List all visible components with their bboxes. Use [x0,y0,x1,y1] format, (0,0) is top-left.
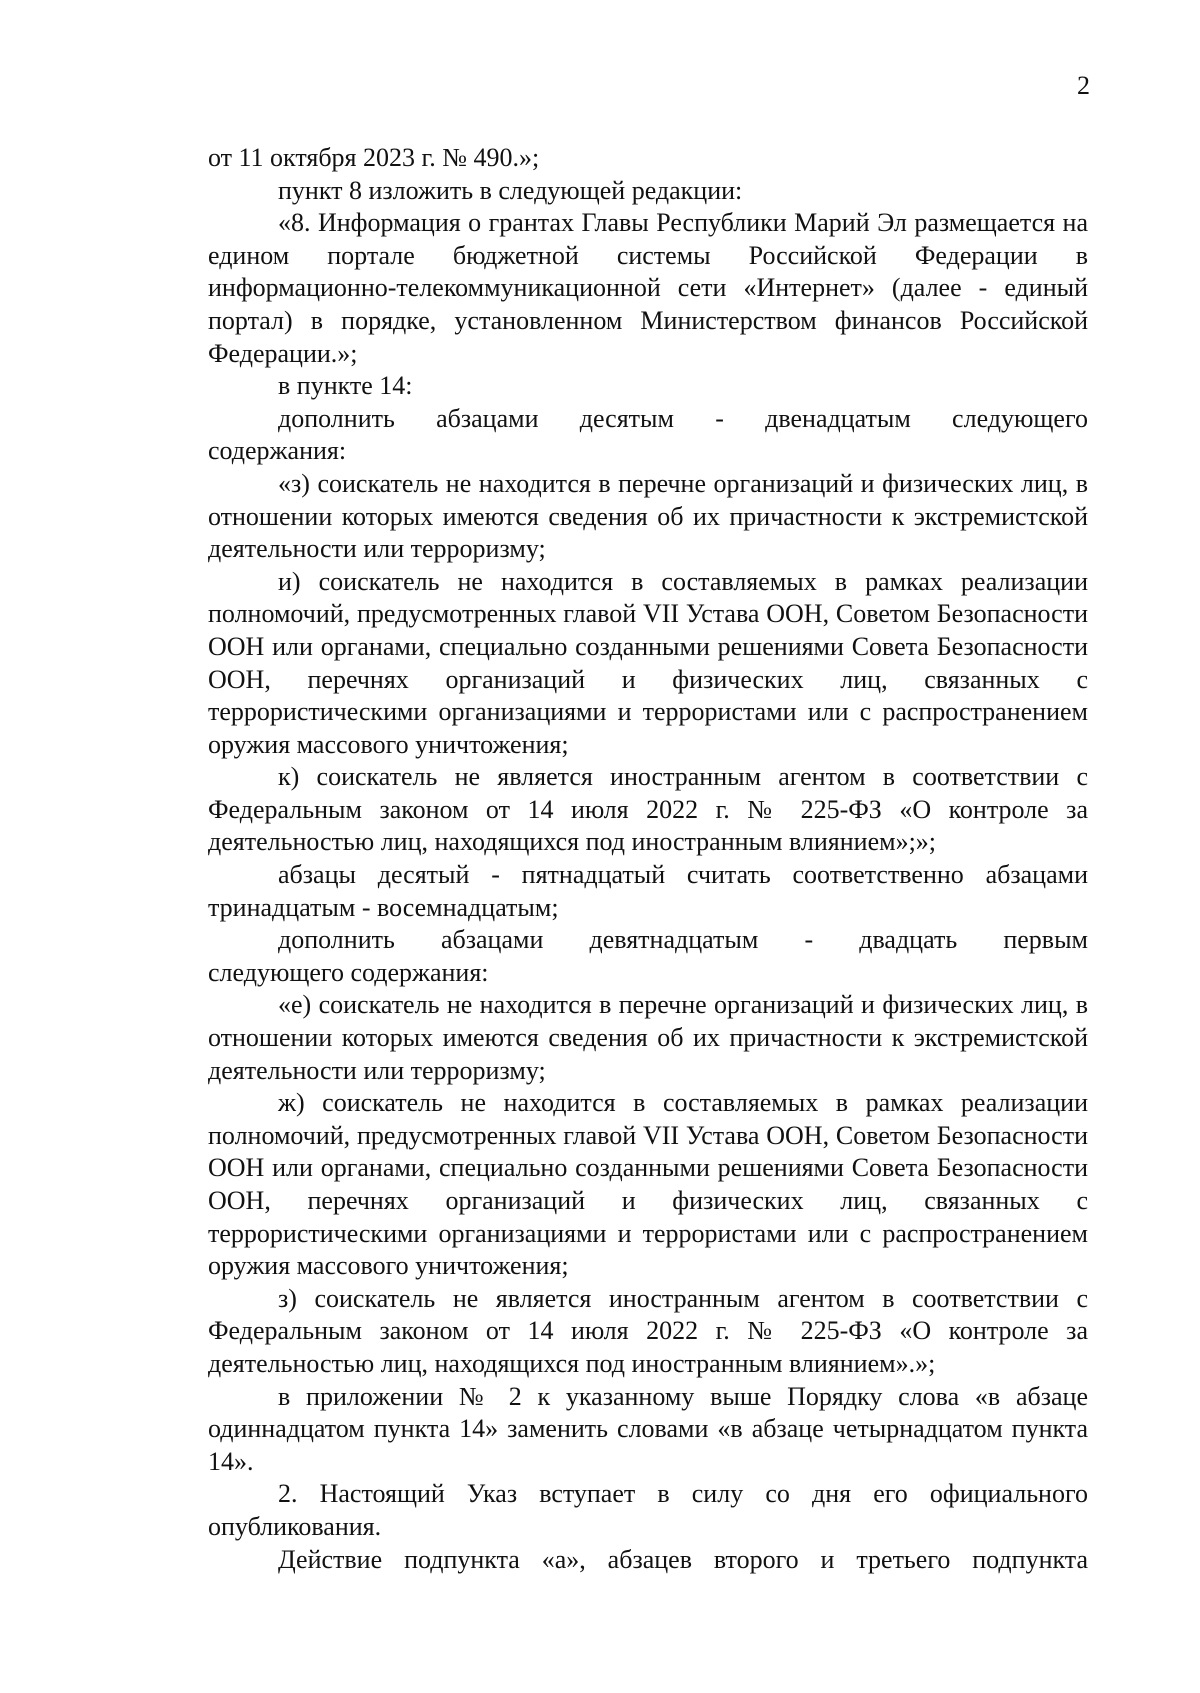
paragraph: в приложении № 2 к указанному выше Порядку слова «в абзаце одиннадцатом пункта 14» заменить словами «в абзаце четырнадцатом пункта 14». [208,1381,1088,1476]
paragraph: в пункте 14: [278,371,413,401]
paragraph: пункт 8 изложить в следующей редакции: [278,175,743,205]
paragraph: дополнить абзацами десятым - двенадцатым следующего [278,403,1088,433]
paragraph: «е) соискатель не находится в перечне организаций и физических лиц, в отношении которых имеются сведения об их причастности к экстремистской деятельности или терроризму; [208,990,1088,1085]
paragraph: з) соискатель не является иностранным агентом в соответствии с Федеральным законом от 14 июля 2022 г. № 225-ФЗ «О контроле за деятельностью лиц, находящихся под иностранным влиянием».»; [208,1283,1088,1378]
paragraph: содержания: [208,436,347,466]
paragraph: «з) соискатель не находится в перечне организаций и физических лиц, в отношении которых имеются сведения об их причастности к экстремистской деятельности или терроризму; [208,468,1088,564]
paragraph: «8. Информация о грантах Главы Республики Марий Эл размещается на едином портале бюджетной системы Российской Федерации в информационно-телекоммуникационной сети «Интернет» (далее - единый портал) в порядке, установленном Министерством финансов Российской Федерации.»; [208,208,1088,368]
paragraph: и) соискатель не находится в составляемых в рамках реализации полномочий, предусмотренных главой VII Устава ООН, Советом Безопасности ООН или органами, специально созданными решениями Совета Безопасности ООН, перечнях организаций и физических лиц, связанных с террористическими организациями и террористами или с распространением оружия массового уничтожения; [208,566,1088,759]
document-body [208,142,1088,1576]
paragraph: дополнить абзацами девятнадцатым - двадцать первым [278,925,1088,955]
paragraph: от 11 октября 2023 г. № 490.»; [208,143,540,172]
paragraph: следующего содержания: [208,957,489,987]
paragraph: к) соискатель не является иностранным агентом в соответствии с Федеральным законом от 14 июля 2022 г. № 225-ФЗ «О контроле за деятельностью лиц, находящихся под иностранным влиянием»;»; [208,762,1088,857]
paragraph: ж) соискатель не находится в составляемых в рамках реализации полномочий, предусмотренных главой VII Устава ООН, Советом Безопасности ООН или органами, специально созданными решениями Совета Безопасности ООН, перечнях организаций и физических лиц, связанных с террористическими организациями и террористами или с распространением оружия массового уничтожения; [208,1088,1088,1281]
paragraph: 2. Настоящий Указ вступает в силу со дня его официального опубликования. [208,1479,1088,1541]
page-number: 2 [1077,71,1090,100]
paragraph: абзацы десятый - пятнадцатый считать соответственно абзацами тринадцатым - восемнадцатым; [208,860,1088,922]
paragraph: Действие подпункта «а», абзацев второго и третьего подпункта [278,1544,1088,1574]
